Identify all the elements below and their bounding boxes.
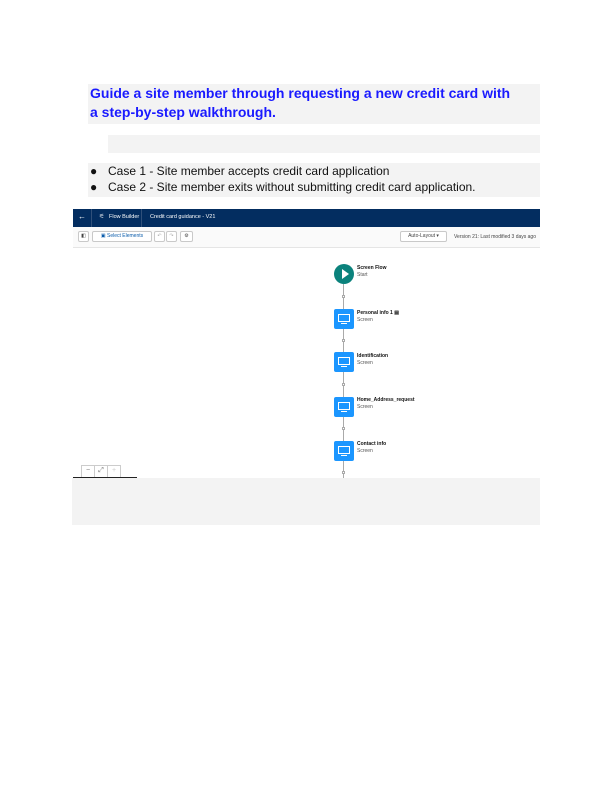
layout-select[interactable]: Auto-Layout ▾ [400, 231, 447, 242]
toggle-panel-button[interactable]: ◧ [78, 231, 89, 242]
screen-node-icon[interactable] [334, 352, 354, 372]
add-element-connector[interactable] [342, 471, 345, 474]
undo-button[interactable]: ↶ [154, 231, 165, 242]
fit-view-icon[interactable]: ⤢ [95, 466, 108, 477]
version-info: Version 21: Last modified 3 days ago [454, 234, 536, 240]
nav-bar [73, 209, 540, 227]
add-element-connector[interactable] [342, 383, 345, 386]
add-element-connector[interactable] [342, 339, 345, 342]
node-label: Home_Address_request Screen [357, 397, 415, 410]
select-elements-button[interactable]: ▣ Select Elements [92, 231, 152, 242]
heading: Guide a site member through requesting a new credit card with a step-by-step walkthrough. [90, 85, 511, 120]
back-arrow-icon[interactable]: ← [78, 212, 86, 221]
empty-block [108, 135, 540, 153]
node-label: Contact info Screen [357, 441, 387, 454]
toolbar [73, 227, 540, 248]
screen-node-icon[interactable] [334, 441, 354, 461]
screen-node-icon[interactable] [334, 309, 354, 329]
flow-builder-screenshot [73, 209, 540, 478]
node-label: Identification Screen [357, 353, 389, 366]
zoom-in-icon[interactable]: + [111, 467, 117, 474]
bullet-list: ● Case 1 - Site member accepts credit card application ● Case 2 - Site member exits without submitting credit card application. [88, 163, 540, 197]
add-element-connector[interactable] [342, 295, 345, 298]
flow-title: Credit card guidance - V21 [150, 214, 216, 220]
zoom-out-icon[interactable]: − [82, 466, 95, 477]
redo-button[interactable]: ↷ [166, 231, 177, 242]
flow-icon: ⚟ [99, 214, 105, 220]
start-label: Screen Flow Start [357, 265, 387, 278]
screen-node-icon[interactable] [334, 397, 354, 417]
app-name: Flow Builder [109, 214, 140, 220]
add-element-connector[interactable] [342, 427, 345, 430]
gear-icon[interactable]: ⚙ [180, 231, 193, 242]
node-label: Personal info 1 ▤ Screen [357, 310, 399, 323]
start-node-play-icon[interactable] [334, 264, 354, 284]
gray-block [72, 478, 540, 525]
